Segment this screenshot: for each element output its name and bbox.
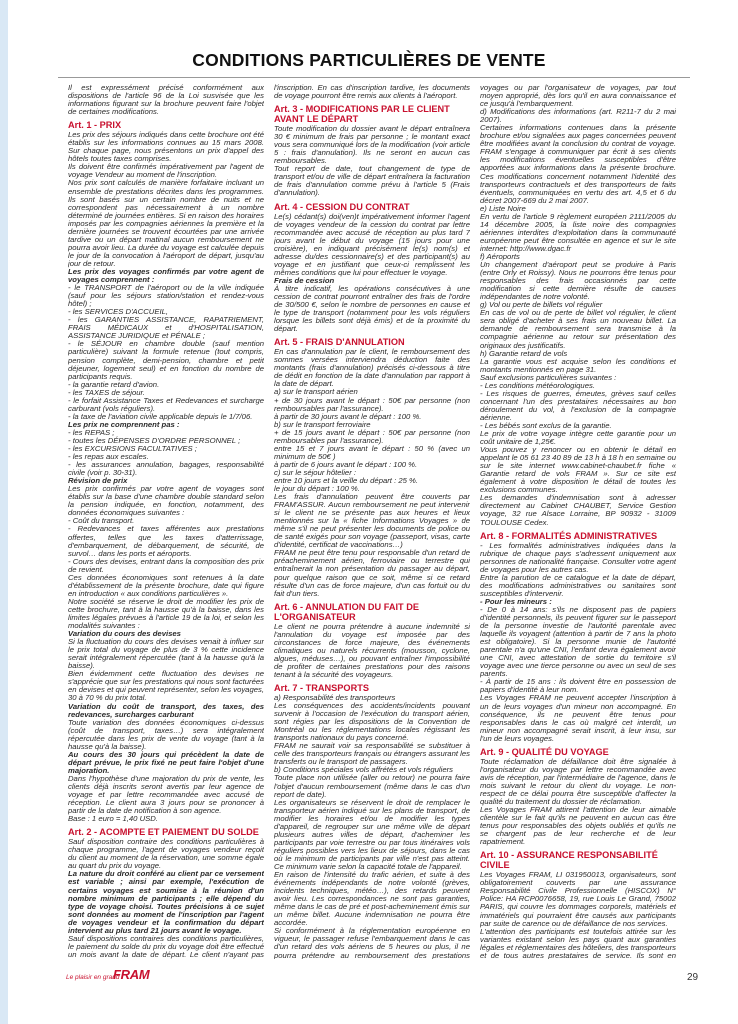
- paragraph: - les GARANTIES ASSISTANCE, RAPATRIEMENT, FRAIS MÉDICAUX et d'HOSPITALISATION, ASSISTANCE JURIDIQUE et PÉNALE ;: [68, 315, 264, 341]
- article-heading: Art. 10 - ASSURANCE RESPONSABILITÉ CIVILE: [480, 850, 658, 871]
- paragraph: Toute réclamation de défaillance doit être signalée à l'organisateur du voyage par lettre recommandée avec avis de réception, par l'intermédiaire de l'agence, dans le mois suivant le retour du client du voyage. Le non-respect de ce délai pourra être susceptible d'affecter la qualité du traitement du dossier de réclamation.: [480, 756, 676, 806]
- title-divider: [58, 77, 690, 78]
- paragraph: voyages ou par l'organisateur de voyages, par tout moyen approprié, dès lors qu'il en aura connaissance et ce jusqu'à l'embarquement.: [480, 84, 676, 109]
- paragraph: Il est expressément précisé conformément aux dispositions de l'article 96 de la Loi susvisée que les informations figurant sur la brochure peuvent faire l'objet de certaines modifications.: [68, 84, 264, 117]
- paragraph: Au cours des 30 jours qui précèdent la date de départ prévue, le prix fixé ne peut faire l'objet d'une majoration.: [68, 749, 264, 775]
- paragraph: Ces données économiques sont retenues à la date d'établissement de la présente brochure, date qui figure en introduction « aux conditions particulières ».: [68, 572, 264, 598]
- paragraph: Les prix ne comprennent pas :: [68, 419, 180, 429]
- paragraph: Les conséquences des accidents/incidents pouvant survenir à l'occasion de l'exécution du transport aérien, sont régies par les dispositions de la Convention de Montréal ou les réglementations locales régissant les transports nationaux du pays concerné.: [274, 701, 470, 743]
- article-heading: Art. 1 - PRIX: [68, 120, 122, 131]
- paragraph: Certaines informations contenues dans la présente brochure et/ou signalées aux pages concernées peuvent être modifiées avant la conclusion du contrat de voyage. FRAM s'engage à communiquer par écrit à ses clients les modifications éventuelles susceptibles d'être apportées aux informations dans la présente brochure. Ces modifications concernent notamment l'identité des transporteurs contractuels et des transporteurs de faits éventuels, communiquées en vertu des art. 4,5 et 6 du décret 2007-669 du 2 mai 2007.: [480, 123, 676, 205]
- paragraph: Les frais d'annulation peuvent être couverts par FRAM'ASSUR. Aucun remboursement ne peut intervenir si le client ne se présente pas aux heures et lieux mentionnés sur la « fiche Informations Voyages » de même s'il ne peut présenter les documents de police ou de santé exigés pour son voyage (passeport, visas, carte d'identité, certificat de vaccinations…): [274, 492, 470, 550]
- paragraph: Les Voyages FRAM, LI 031950013, organisateurs, sont obligatoirement couverts par une assurance Responsabilité Civile Professionnelle (HISCOX) N° Police: HA RCP0076658, 19, rue Louis Le Grand, 75002 PARIS, qui couvre les dommages corporels, matériels et immatériels qui pourraient être causés aux participants par suite de carence ou de défaillance de nos services.: [480, 870, 676, 928]
- paragraph: le jour du départ : 100 %.: [274, 484, 360, 494]
- column-right: [480, 84, 676, 959]
- paragraph: Sauf exclusions particulières suivantes :: [480, 372, 617, 382]
- paragraph: Ils doivent être confirmés impérativement par l'agent de voyage Vendeur au moment de l'inscription.: [68, 162, 264, 180]
- paragraph: - À partir de 15 ans : ils doivent être en possession de papiers d'identité à leur nom.: [480, 677, 676, 695]
- paragraph: - les REPAS ;: [68, 427, 115, 437]
- paragraph: entre 10 jours et la veille du départ : 25 %.: [274, 475, 419, 485]
- paragraph: - les SERVICES D'ACCUEIL,: [68, 307, 169, 317]
- paragraph: - la taxe de l'aviation civile applicable depuis le 1/7/06.: [68, 411, 253, 421]
- paragraph: - la garantie retard d'avion.: [68, 379, 160, 389]
- article-heading: Art. 6 - ANNULATION DU FAIT DE L'ORGANISATEUR: [274, 601, 419, 622]
- paragraph: FRAM ne saurait voir sa responsabilité se substituer à celle des transporteurs français ou étrangers assurant les transferts ou le transport de passagers.: [274, 741, 470, 767]
- paragraph: à partir de 6 jours avant le départ : 100 %.: [274, 459, 418, 469]
- paragraph: À titre indicatif, les opérations consécutives à une cession de contrat pourront entraîner des frais de l'ordre de 30/500 €, selon le nombre de personnes en cause et le type de transport (notamment pour les vols réguliers lorsque les billets sont déjà émis) et de la proximité du départ.: [274, 283, 470, 334]
- paragraph: - le TRANSPORT de l'aéroport ou de la ville indiquée (sauf pour les séjours station/station et rendez-vous hôtel) ;: [68, 283, 264, 309]
- article-heading: Art. 3 - MODIFICATIONS PAR LE CLIENT AVANT LE DÉPART: [274, 104, 450, 125]
- paragraph: Base : 1 euro = 1,40 USD.: [68, 814, 158, 824]
- paragraph: - les repas aux escales.: [68, 452, 149, 462]
- paragraph: - toutes les DÉPENSES D'ORDRE PERSONNEL ;: [68, 435, 241, 445]
- paragraph: a) Responsabilité des transporteurs: [274, 693, 396, 702]
- paragraph: Sauf disposition contraire des conditions particulières à chaque programme, l'agent de voyages vendeur reçoit du client au moment de la réservation, une somme égale au quart du prix du voyage.: [68, 837, 264, 871]
- paragraph: h) Garantie retard de vols: [480, 348, 568, 358]
- page-number: 29: [687, 972, 699, 983]
- paragraph: Toute place non utilisée (aller ou retour) ne pourra faire l'objet d'aucun remboursement (même dans le cas d'un report de date).: [274, 773, 470, 799]
- paragraph: Toute modification du dossier avant le départ entraînera 30 € minimum de frais par personne ; le montant exact vous sera communiqué lors de la modification (voir article 5 : frais d'annulation). Ils ne seront en aucun cas remboursables.: [274, 124, 470, 166]
- paragraph: c) sur le séjour hôtelier :: [274, 467, 357, 477]
- text-columns: [68, 84, 676, 959]
- paragraph: - Pour les mineurs :: [480, 596, 552, 606]
- paragraph: d) Modifications des informations (art. R211-7 du 2 mai 2007).: [480, 107, 676, 125]
- left-margin-stripe: [0, 0, 8, 1024]
- paragraph: l'inscription. En cas d'inscription tardive, les documents de voyage pourront être remis aux clients à l'aéroport.: [274, 84, 470, 101]
- paragraph: Dans l'hypothèse d'une majoration du prix de vente, les clients déjà inscrits seront avertis par leur agence de voyage et par lettre recommandée avec accusé de réception. Le client aura 3 jours pour se prononcer à partir de la date de notification à son agence.: [68, 773, 264, 816]
- paragraph: a) sur le transport aérien: [274, 387, 358, 397]
- paragraph: f) Aéroports: [480, 251, 520, 261]
- paragraph: En raison de l'intensité du trafic aérien, et suite à des événements indépendants de notre volonté (grèves, incidents techniques, météo…), des retards peuvent avoir lieu. Les correspondances ne sont pas garanties, même dans le cas de pré et post-acheminement émis sur un même billet. Aucune indemnisation ne pourra être accordée.: [274, 870, 470, 928]
- paragraph: L'attention des participants est toutefois attirée sur les variantes existant selon les pays quant aux garanties légales et réglementaires des hôteliers, des transporteurs et de tous autres prestataires de service. Ils sont en: [480, 926, 676, 959]
- paragraph: Entre la parution de ce catalogue et la date de départ, des modifications administratives ou sanitaires sont susceptibles d'intervenir.: [480, 572, 676, 598]
- paragraph: Bien évidemment cette fluctuation des devises ne s'apprécie que sur les prestations qui nous sont facturées en devises et qui peuvent représenter, selon les voyages, 30 à 70 % du prix total.: [68, 669, 264, 703]
- paragraph: - Les formalités administratives indiquées dans la rubrique de chaque pays s'adressent uniquement aux personnes de nationalité française. Consulter votre agent de voyages pour les autres cas.: [480, 540, 676, 574]
- paragraph: - Les risques de guerres, émeutes, grèves sauf celles concernant l'un des prestataires nécessaires au bon déroulement du vol, à l'exclusion de la compagnie aérienne.: [480, 388, 676, 422]
- paragraph: Notre société se réserve le droit de modifier les prix de cette brochure, tant à la hausse qu'à la baisse, dans les limites légales prévues à l'article 19 de la loi, et selon les modalités suivantes :: [68, 596, 264, 631]
- paragraph: Les Voyages FRAM attirent l'attention de leur aimable clientèle sur le fait qu'ils ne peuvent en aucun cas être tenus pour responsables des objets oubliés et qu'ils ne se chargent pas de leur recherche et de leur rapatriement.: [480, 805, 676, 847]
- paragraph: - Coût du transport.: [68, 516, 135, 526]
- paragraph: En cas d'annulation par le client, le remboursement des sommes versées interviendra déduction faite des montants (frais d'annulation) précisés ci-dessous à titre de dédit en fonction de la date d'annulation par rapport à la date de départ.: [274, 347, 470, 389]
- paragraph: - Redevances et taxes afférentes aux prestations offertes, telles que les taxes d'atterrissage, d'embarquement, de débarquement, de sécurité, de survol… dans les ports et aéroports.: [68, 524, 264, 558]
- column-left: [68, 84, 264, 959]
- paragraph: Le client ne pourra prétendre à aucune indemnité si l'annulation du voyage est imposée par des circonstances de force majeure, des événements climatiques ou naturels récurrents (mousson, cyclone, algues, méduses…), ou pouvant entraîner l'impossibilité de profiter de certaines prestations pour des raisons tenant à la sécurité des voyageurs.: [274, 621, 470, 679]
- paragraph: à partir de 30 jours avant le départ : 100 %.: [274, 411, 422, 421]
- paragraph: g) Vol ou perte de billets vol régulier: [480, 300, 603, 310]
- paragraph: Les demandes d'indemnisation sont à adresser directement au Cabinet CHAUBET, Service Gestion voyage, 32 rue Alsace Lorraine, BP 90932 - 31009 TOULOUSE Cedex.: [480, 493, 676, 527]
- paragraph: Vous pouvez y renoncer ou en obtenir le détail en appelant le 05 61 23 40 89 de 13 h à 18 h en semaine ou sur le site internet www.cabinet-chaubet.fr fiche « Garantie retard de vols FRAM ». Sur ce site est également à votre disposition le détail de toutes les exclusions communes.: [480, 445, 676, 495]
- paragraph: + de 15 jours avant le départ : 50€ par personne (non remboursables par l'assurance).: [274, 427, 470, 445]
- article-heading: Art. 5 - FRAIS D'ANNULATION: [274, 337, 405, 348]
- paragraph: Toute variation des données économiques ci-dessus (coût de transport, taxes…) sera intégralement répercutée dans les prix de vente du voyage (tant à la hausse qu'à la baisse).: [68, 717, 264, 751]
- paragraph: e) Liste Noire: [480, 203, 526, 213]
- paragraph: Si conformément à la réglementation européenne en vigueur, le passager refuse l'embarquement dans le cas d'un retard des vols aériens de 5 heures ou plus, il ne pourra prétendre au remboursement des prestations: [274, 926, 470, 959]
- paragraph: entre 15 et 7 jours avant le départ : 50 % (avec un minimum de 50€ ): [274, 443, 470, 461]
- paragraph: Tout report de date, tout changement de type de transport et/ou de ville de départ entraînera la facturation de frais d'annulation comme prévu à l'article 5 (Frais d'annulation).: [274, 164, 470, 198]
- paragraph: - les EXCURSIONS FACULTATIVES ;: [68, 444, 197, 454]
- paragraph: Variation du cours des devises: [68, 629, 181, 639]
- paragraph: Nos prix sont calculés de manière forfaitaire incluant un ensemble de prestations décrites dans les programmes. Ils sont basés sur un certain nombre de nuits et ne correspondent pas nécessairement à un nombre déterminé de journées entières. Si en raison des horaires imposés par les compagnies aériennes la première et la dernière journées se trouvent écourtées par une arrivée tardive ou un départ matinal aucun remboursement ne pourra avoir lieu. La durée du voyage est calculée depuis le jour de la convocation à l'aéroport de départ, jusqu'au jour de retour.: [68, 178, 264, 268]
- paragraph: - le forfait Assistance Taxes et Redevances et surcharge carburant (vols réguliers).: [68, 395, 264, 413]
- paragraph: Le prix de votre voyage intègre cette garantie pour un coût unitaire de 1,25€.: [480, 429, 676, 447]
- paragraph: Les prix confirmés par votre agent de voyages sont établis sur la base d'une chambre double standard selon la pension indiquée, en fonction, notamment, des données économiques suivantes :: [68, 484, 264, 518]
- paragraph: Les Voyages FRAM ne peuvent accepter l'inscription à un de leurs voyages d'un mineur non accompagné. En conséquence, ils ne peuvent être tenus pour responsables dans le cas où malgré cet interdit, un mineur non accompagné serait inscrit, à leur insu, sur l'un de leurs voyages.: [480, 693, 676, 743]
- paragraph: En vertu de l'article 9 règlement européen 2111/2005 du 14 décembre 2005, la liste noire des compagnies aériennes interdites d'exploitation dans la communauté européenne peut être consultée en agence et sur le site internet: http://www.dgac.fr: [480, 211, 676, 253]
- paragraph: Les prix des séjours indiqués dans cette brochure ont été établis sur les informations connues au 15 mars 2008. Sur chaque page, nous présentons un prix d'appel des hôtels toutes taxes comprises.: [68, 130, 264, 164]
- article-heading: Art. 9 - QUALITÉ DU VOYAGE: [480, 746, 609, 757]
- paragraph: Sauf dispositions contraires des conditions particulières, le paiement du solde du prix du voyage doit être effectué un mois avant la date de départ. Le client n'ayant pas: [68, 933, 264, 959]
- paragraph: En cas de vol ou de perte de billet vol régulier, le client sera obligé d'acheter à ses frais un nouveau billet. La demande de remboursement sera transmise à la compagnie aérienne au retour sur présentation des originaux des justificatifs.: [480, 308, 676, 350]
- paragraph: b) Conditions spéciales vols affrétés et vols réguliers: [274, 765, 454, 775]
- paragraph: - les assurances annulation, bagages, responsabilité civile (voir p. 30-31).: [68, 460, 264, 478]
- paragraph: FRAM ne peut être tenu pour responsable d'un retard de préacheminement aérien, ferroviaire ou terrestre qui entraînerait la non présentation du passager au départ, pour quelque raison que ce soit, même si ce retard résulte d'un cas de force majeure, d'un cas fortuit ou du fait d'un tiers.: [274, 548, 470, 598]
- paragraph: - Les conditions météorologiques.: [480, 380, 595, 390]
- article-heading: Art. 7 - TRANSPORTS: [274, 683, 369, 693]
- paragraph: Le(s) cédant(s) doi(ven)t impérativement informer l'agent de voyages vendeur de la cession du contrat par lettre recommandée avec accusé de réception au plus tard 7 jours avant le début du voyage (15 jours pour une croisière), en indiquant précisément le(s) nom(s) et adresse du/des cessionnaire(s) et des participant(s) au voyage et en justifiant que ceux-ci remplissent les mêmes conditions que lui pour effectuer le voyage.: [274, 211, 470, 277]
- paragraph: Révision de prix: [68, 476, 128, 486]
- paragraph: b) sur le transport ferroviaire: [274, 419, 371, 429]
- column-middle: [274, 84, 470, 959]
- paragraph: Les prix des voyages confirmés par votre agent de voyages comprennent :: [68, 266, 264, 285]
- paragraph: + de 30 jours avant le départ : 50€ par personne (non remboursables par l'assurance).: [274, 395, 470, 413]
- footer-tagline: Le plaisir en grand: [66, 974, 120, 981]
- paragraph: - Les bébés sont exclus de la garantie.: [480, 420, 612, 430]
- paragraph: - les TAXES de séjour.: [68, 387, 145, 397]
- paragraph: Variation du coût de transport, des taxes, des redevances, surcharges carburant: [68, 701, 264, 719]
- fram-logo: FRAM: [113, 967, 150, 982]
- paragraph: Frais de cession: [274, 275, 335, 285]
- paragraph: Un changement d'aéroport peut se produire à Paris (entre Orly et Roissy). Nous ne pourrons être tenus pour responsables des frais occasionnés par cette modification si cette dernière résulte de causes indépendantes de notre volonté.: [480, 260, 676, 302]
- paragraph: Les organisateurs se réservent le droit de remplacer le transporteur aérien indiqué sur les plans de transport, de modifier les horaires et/ou de modifier les types d'appareil, de regrouper sur une même ville de départ plusieurs autres villes de départ, d'acheminer les participants par voie terrestre ou par tous itinéraires vols réguliers possibles vers les lieux de séjours, dans le cas où le minimum de participants par ville n'est pas atteint. Ce minimum varie selon la capacité totale de l'appareil.: [274, 797, 470, 871]
- paragraph: La nature du droit conféré au client par ce versement est variable ; ainsi par exemple, l'exécution de certains voyages est soumise à la réunion d'un nombre minimum de participants ; elle dépend du type de voyage choisi. Toutes précisions à ce sujet sont données au moment de l'inscription par l'agent de voyages vendeur et la confirmation du départ intervient au plus tard 21 jours avant le voyage.: [68, 869, 264, 935]
- paragraph: - De 0 à 14 ans: s'ils ne disposent pas de papiers d'identité personnels, ils peuvent figurer sur le passeport de la personne investie de l'autorité parentale avec laquelle ils voyagent (attention à partir de 7 ans la photo est obligatoire). Si la personne munie de l'autorité parentale n'a qu'une CNI, l'enfant devra également avoir une CNI, avec attestation de sortie du territoire s'il voyage avec une tierce personne ou avec un seul de ses parents.: [480, 604, 676, 679]
- paragraph: La garantie vous est acquise selon les conditions et montants mentionnés en page 31.: [480, 356, 676, 374]
- article-heading: Art. 8 - FORMALITÉS ADMINISTRATIVES: [480, 530, 658, 541]
- paragraph: - Cours des devises, entrant dans la composition des prix de revient.: [68, 556, 264, 574]
- article-heading: Art. 4 - CESSION DU CONTRAT: [274, 201, 410, 212]
- paragraph: Si la fluctuation du cours des devises venait à influer sur le prix total du voyage de plus de 3 % cette incidence serait intégralement répercutée (tant à la hausse qu'à la baisse).: [68, 637, 264, 671]
- page-title: CONDITIONS PARTICULIÈRES DE VENTE: [192, 50, 546, 70]
- article-heading: Art. 2 - ACOMPTE ET PAIEMENT DU SOLDE: [68, 827, 259, 838]
- paragraph: - le SÉJOUR en chambre double (sauf mention particulière) suivant la formule retenue (tout compris, pension complète, demi-pension, chambre et petit déjeuner, logement seul) et en fonction du nombre de participants requis.: [68, 339, 264, 381]
